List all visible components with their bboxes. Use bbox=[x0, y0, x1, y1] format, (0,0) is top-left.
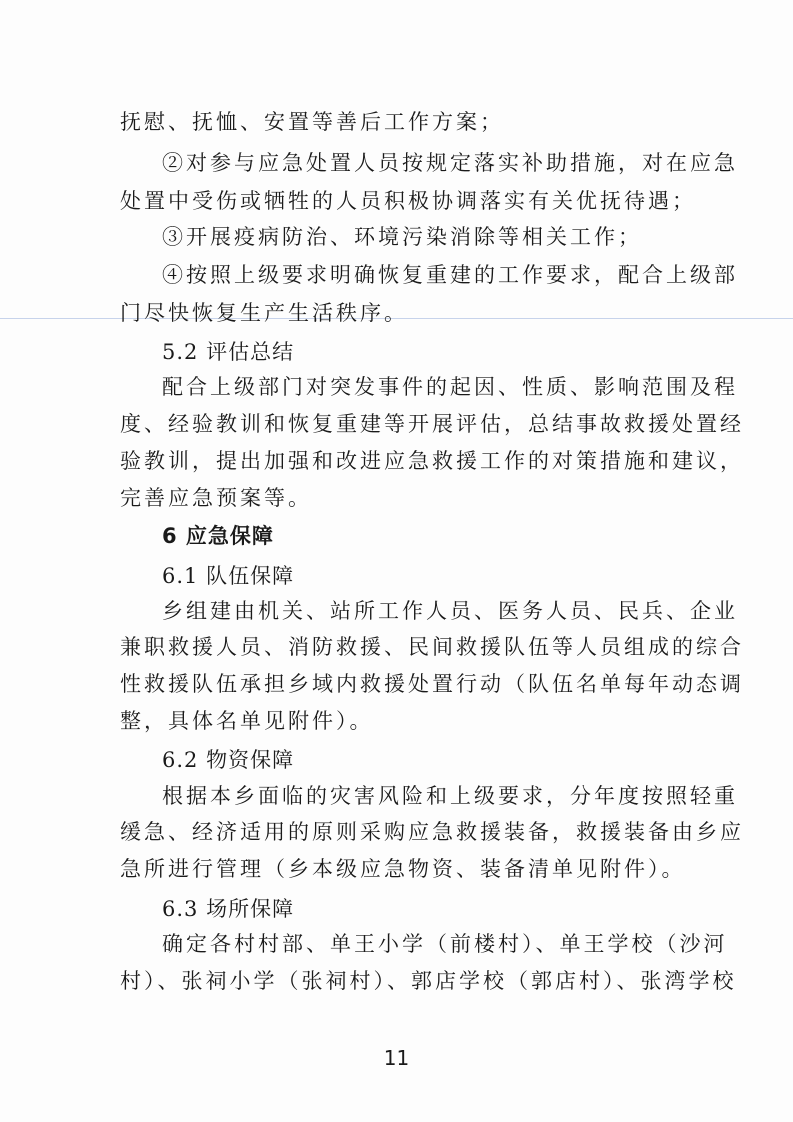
text-line: 确定各村村部、单王小学（前楼村）、单王学校（沙河 bbox=[162, 932, 728, 956]
section-heading-6: 6 应急保障 bbox=[162, 524, 274, 548]
text-line: 乡组建由机关、站所工作人员、医务人员、民兵、企业 bbox=[162, 599, 738, 623]
text-line: 缓急、经济适用的原则采购应急救援装备，救援装备由乡应 bbox=[120, 820, 744, 844]
text-line: 性救援队伍承担乡域内救援处置行动（队伍名单每年动态调 bbox=[120, 672, 744, 696]
section-heading-6-3: 6.3 场所保障 bbox=[162, 897, 295, 921]
text-line: ②对参与应急处置人员按规定落实补助措施，对在应急 bbox=[162, 151, 738, 175]
text-line: 抚慰、抚恤、安置等善后工作方案； bbox=[120, 110, 504, 134]
text-line: 整，具体名单见附件）。 bbox=[120, 709, 374, 733]
text-line: 兼职救援人员、消防救援、民间救援队伍等人员组成的综合 bbox=[120, 635, 744, 659]
text-line: 门尽快恢复生产生活秩序。 bbox=[120, 301, 408, 325]
text-line: 配合上级部门对突发事件的起因、性质、影响范围及程 bbox=[162, 375, 738, 399]
text-line: ③开展疫病防治、环境污染消除等相关工作； bbox=[162, 225, 642, 249]
page-number: 11 bbox=[383, 1046, 410, 1070]
section-heading-6-2: 6.2 物资保障 bbox=[162, 748, 295, 772]
text-line: 验教训，提出加强和改进应急救援工作的对策措施和建议， bbox=[120, 449, 744, 473]
section-heading-5-2: 5.2 评估总结 bbox=[162, 340, 295, 364]
section-heading-6-1: 6.1 队伍保障 bbox=[162, 564, 295, 588]
text-line: 根据本乡面临的灾害风险和上级要求，分年度按照轻重 bbox=[162, 784, 738, 808]
text-line: 村）、张祠小学（张祠村）、郭店学校（郭店村）、张湾学校 bbox=[120, 969, 737, 993]
text-line: 完善应急预案等。 bbox=[120, 486, 312, 510]
text-line: 处置中受伤或牺牲的人员积极协调落实有关优抚待遇； bbox=[120, 189, 696, 213]
text-line: ④按照上级要求明确恢复重建的工作要求，配合上级部 bbox=[162, 263, 738, 287]
text-line: 急所进行管理（乡本级应急物资、装备清单见附件）。 bbox=[120, 857, 686, 881]
text-line: 度、经验教训和恢复重建等开展评估，总结事故救援处置经 bbox=[120, 412, 744, 436]
